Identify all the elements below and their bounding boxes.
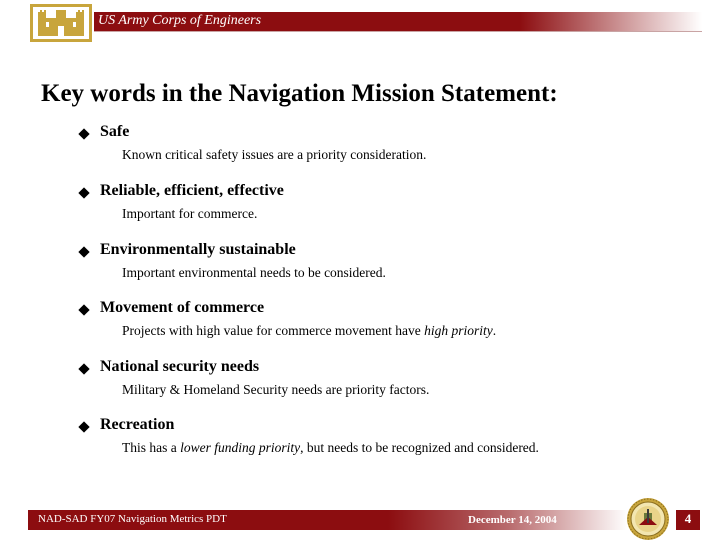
diamond-bullet-icon xyxy=(78,421,89,432)
item-heading: Safe xyxy=(100,123,130,140)
item-heading: Reliable, efficient, effective xyxy=(100,182,284,199)
item-heading: Environmentally sustainable xyxy=(100,241,296,258)
diamond-bullet-icon xyxy=(78,363,89,374)
item-heading: National security needs xyxy=(100,358,260,375)
item-heading: Recreation xyxy=(100,416,175,433)
footer-title: NAD-SAD FY07 Navigation Metrics PDT xyxy=(38,513,227,525)
item-description: Military & Homeland Security needs are priority factors. xyxy=(122,382,430,397)
page-number-box xyxy=(676,510,700,530)
item-description: Known critical safety issues are a priority consideration. xyxy=(122,147,427,162)
diamond-bullet-icon xyxy=(78,304,89,315)
item-description: Important environmental needs to be considered. xyxy=(122,265,386,280)
castle-logo-icon xyxy=(30,4,92,42)
footer-date: December 14, 2004 xyxy=(468,514,557,526)
page-number: 4 xyxy=(684,511,692,526)
army-seal-icon xyxy=(626,497,670,541)
item-description: Projects with high value for commerce movement have high priority. xyxy=(122,323,497,338)
diamond-bullet-icon xyxy=(78,246,89,257)
page-title: Key words in the Navigation Mission Statement: xyxy=(41,80,558,107)
header-bar xyxy=(94,12,702,31)
footer-bar xyxy=(28,510,628,530)
item-description: This has a lower funding priority, but needs to be recognized and considered. xyxy=(122,440,539,455)
diamond-bullet-icon xyxy=(78,187,89,198)
item-heading: Movement of commerce xyxy=(100,299,265,316)
org-name: US Army Corps of Engineers xyxy=(98,13,262,28)
item-description: Important for commerce. xyxy=(122,206,258,221)
diamond-bullet-icon xyxy=(78,128,89,139)
header-rule xyxy=(94,31,702,32)
